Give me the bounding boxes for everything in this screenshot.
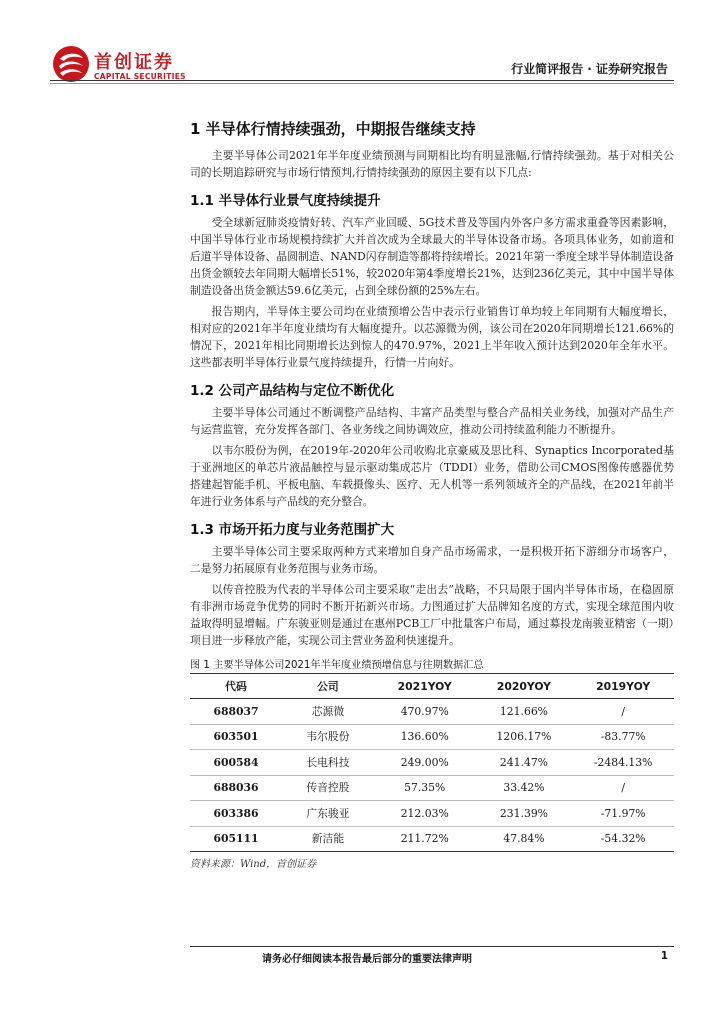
cell-2021yoy: 249.00% bbox=[374, 750, 476, 776]
report-type: 行业简评报告 · 证券研究报告 bbox=[511, 62, 668, 76]
table-row bbox=[190, 826, 674, 852]
header-2020yoy: 2020YOY bbox=[476, 674, 573, 699]
cell-2019yoy: / bbox=[572, 699, 674, 725]
cell-company: 芯源微 bbox=[282, 699, 374, 725]
cell-2020yoy: 47.84% bbox=[476, 826, 573, 852]
logo-text-cn: 首创证券 bbox=[94, 52, 174, 73]
table-header-row bbox=[190, 674, 674, 699]
section-1-intro: 主要半导体公司2021年半年度业绩预测与同期相比均有明显涨幅,行情持续强劲。基于对相关公司的长期追踪研究与市场行情预判,行情持续强劲的原因主要有以下几点: bbox=[190, 149, 674, 179]
cell-2020yoy: 231.39% bbox=[476, 801, 573, 827]
header-divider bbox=[50, 80, 674, 81]
footer-divider bbox=[190, 946, 674, 947]
performance-table bbox=[190, 674, 674, 852]
cell-code: 603386 bbox=[190, 801, 282, 827]
logo-text-en: CAPITAL SECURITIES bbox=[94, 72, 186, 81]
cell-2019yoy: -2484.13% bbox=[572, 750, 674, 776]
cell-2019yoy: -71.97% bbox=[572, 801, 674, 827]
cell-2021yoy: 57.35% bbox=[374, 775, 476, 801]
cell-code: 688036 bbox=[190, 775, 282, 801]
header-2021yoy: 2021YOY bbox=[374, 674, 476, 699]
section-1-1-paragraph-2: 报告期内，半导体主要公司均在业绩预增公告中表示行业销售订单均较上年同期有大幅度增长，相对应的2021年半年度业绩均有大幅度提升。以芯源微为例，该公司在2020年同期增长121.66%的情况下，2021年相比同期增长达到惊人的470.97%，2021上半年收入预计达到2020年全年水平。这些都表明半导体行业景气度持续提升，行情一片向好。 bbox=[190, 305, 674, 369]
table-row bbox=[190, 775, 674, 801]
header-divider-thin bbox=[50, 83, 674, 84]
cell-2020yoy: 241.47% bbox=[476, 750, 573, 776]
figure-title: 图 1 主要半导体公司2021年半年度业绩预增信息与往期数据汇总 bbox=[190, 656, 674, 674]
data-source: 资料来源：Wind，首创证券 bbox=[190, 859, 317, 870]
page-number: 1 bbox=[660, 950, 668, 962]
header-company: 公司 bbox=[282, 674, 374, 699]
section-1-3-title: 1.3 市场开拓力度与业务范围扩大 bbox=[190, 522, 395, 538]
section-1-1-title: 1.1 半导体行业景气度持续提升 bbox=[190, 193, 381, 209]
cell-2019yoy: / bbox=[572, 775, 674, 801]
table-row bbox=[190, 724, 674, 750]
section-1-2-title: 1.2 公司产品结构与定位不断优化 bbox=[190, 383, 395, 399]
cell-2020yoy: 121.66% bbox=[476, 699, 573, 725]
cell-2020yoy: 1206.17% bbox=[476, 724, 573, 750]
cell-code: 688037 bbox=[190, 699, 282, 725]
capital-securities-logo-icon bbox=[52, 44, 90, 84]
report-body bbox=[190, 118, 674, 870]
cell-2021yoy: 212.03% bbox=[374, 801, 476, 827]
table-row bbox=[190, 801, 674, 827]
section-1-3-paragraph-2: 以传音控股为代表的半导体公司主要采取“走出去”战略，不只局限于国内半导体市场，在稳固原有非洲市场竞争优势的同时不断开拓新兴市场。力图通过扩大品牌知名度的方式，实现全球范围内收益取得明显增幅。广东骏亚则是通过在惠州PCB工厂中批量客户布局，通过募投龙南骏亚精密（一期）项目进一步释放产能，实现公司主营业务盈利快速提升。 bbox=[190, 583, 674, 647]
section-1-1-paragraph-1: 受全球新冠肺炎疫情好转、汽车产业回暖、5G技术普及等国内外客户多方需求重叠等因素影响，中国半导体行业市场规模持续扩大并首次成为全球最大的半导体设备市场。各项具体业务，如前道和后道半导体设备、晶圆制造、NAND闪存制造等都将持续增长。2021年第一季度全球半导体制造设备出货金额较去年同期大幅增长51%，较2020年第4季度增长21%，达到236亿美元，其中中国半导体制造设备出货金额达59.6亿美元，占到全球份额的25%左右。 bbox=[190, 216, 674, 297]
cell-2021yoy: 211.72% bbox=[374, 826, 476, 852]
section-1-2-paragraph-2: 以韦尔股份为例，在2019年-2020年公司收购北京豪威及思比科、Synaptics Incorporated基于亚洲地区的单芯片液晶触控与显示驱动集成芯片（TDDI）业务，借助公司CMOS图像传感器优势搭建起智能手机、平板电脑、车载摄像头、医疗、无人机等一系列领域齐全的产品线，在2021年前半年进行业务体系与产品线的充分整合。 bbox=[190, 444, 674, 508]
cell-company: 韦尔股份 bbox=[282, 724, 374, 750]
cell-code: 605111 bbox=[190, 826, 282, 852]
cell-2020yoy: 33.42% bbox=[476, 775, 573, 801]
cell-code: 603501 bbox=[190, 724, 282, 750]
table-row bbox=[190, 699, 674, 725]
cell-company: 长电科技 bbox=[282, 750, 374, 776]
table-row bbox=[190, 750, 674, 776]
cell-company: 广东骏亚 bbox=[282, 801, 374, 827]
company-logo bbox=[50, 44, 220, 92]
section-1-title: 1 半导体行情持续强劲，中期报告继续支持 bbox=[190, 120, 476, 138]
cell-code: 600584 bbox=[190, 750, 282, 776]
header-2019yoy: 2019YOY bbox=[572, 674, 674, 699]
section-1-3-paragraph-1: 主要半导体公司主要采取两种方式来增加自身产品市场需求，一是积极开拓下游细分市场客户，二是努力拓展原有业务范围与业务市场。 bbox=[190, 545, 674, 575]
cell-2019yoy: -83.77% bbox=[572, 724, 674, 750]
legal-disclaimer-note: 请务必仔细阅读本报告最后部分的重要法律声明 bbox=[262, 954, 472, 965]
section-1-2-paragraph-1: 主要半导体公司通过不断调整产品结构、丰富产品类型与整合产品相关业务线，加强对产品生产与运营监管，充分发挥各部门、各业务线之间协调效应，推动公司持续盈利能力不断提升。 bbox=[190, 406, 674, 436]
cell-2021yoy: 136.60% bbox=[374, 724, 476, 750]
cell-2021yoy: 470.97% bbox=[374, 699, 476, 725]
cell-2019yoy: -54.32% bbox=[572, 826, 674, 852]
header-code: 代码 bbox=[190, 674, 282, 699]
cell-company: 传音控股 bbox=[282, 775, 374, 801]
cell-company: 新洁能 bbox=[282, 826, 374, 852]
